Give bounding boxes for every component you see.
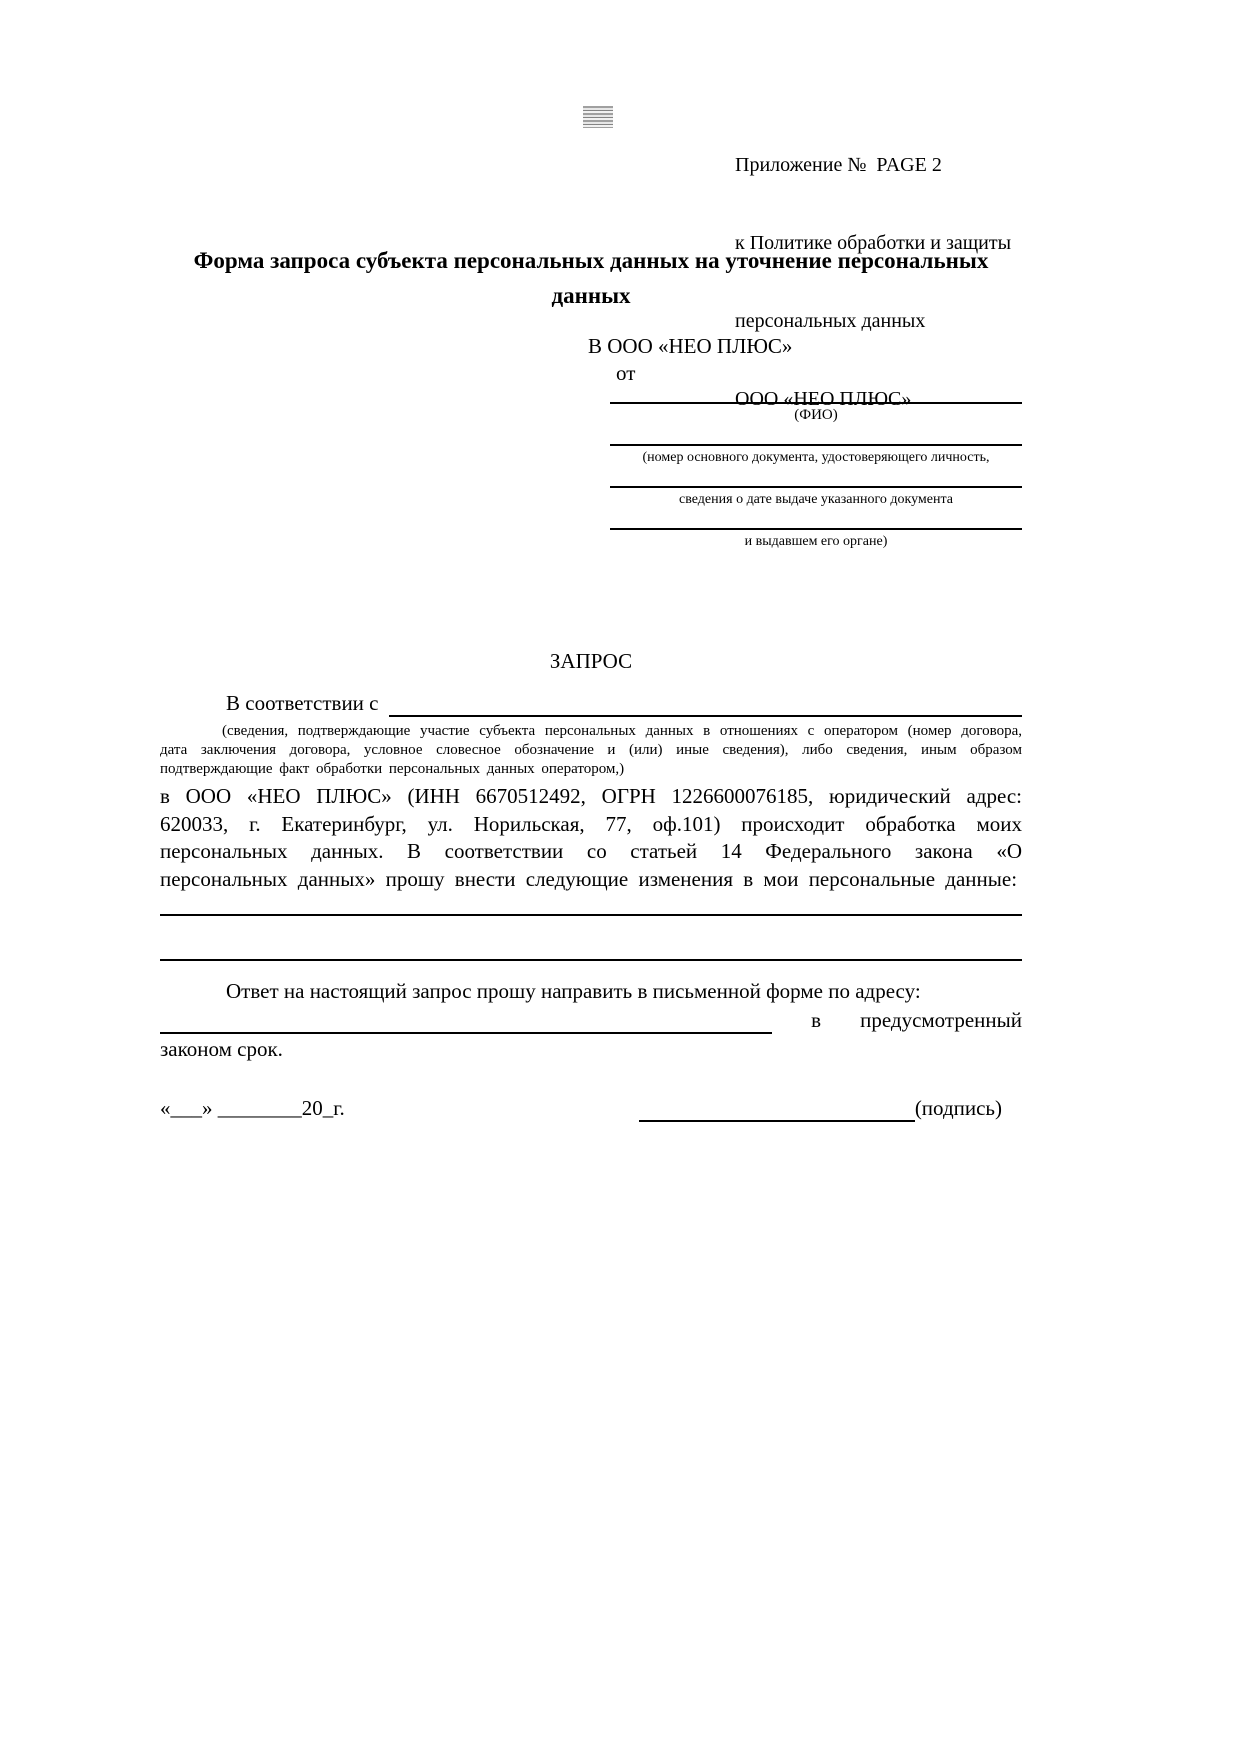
- addressee-fields: [610, 388, 1022, 550]
- request-body: в ООО «НЕО ПЛЮС» (ИНН 6670512492, ОГРН 1226600076185, юридический адрес: 620033, г. Екатеринбург, ул. Норильская, 77, оф.101) происходит обработка моих персональных данных. В соответствии со статьей 14 Федерального закона «О персональных данных» прошу внести следующие изменения в мои персональные данные:: [160, 784, 1022, 891]
- document-number-field-line[interactable]: [610, 430, 1022, 446]
- issue-date-field: [610, 472, 1022, 508]
- document-number-field: [610, 430, 1022, 466]
- request-heading: ЗАПРОС: [549, 649, 633, 673]
- basis-footnote: (сведения, подтверждающие участие субъекта персональных данных в отношениях с оператором (номер договора, дата заключения договора, условное словесное обозначение и (или) иные сведения), либо сведения, иным образом подтверждающие факт обработки персональных данных оператором,): [160, 723, 1022, 777]
- request-section: [160, 648, 1022, 1122]
- signature-caption: (подпись): [914, 1096, 1002, 1120]
- basis-fill-line[interactable]: [389, 697, 1023, 717]
- field-code-stripes-icon: [583, 106, 613, 128]
- appendix-header-line: ООО «НЕО ПЛЮС»: [735, 388, 912, 410]
- appendix-header-line: Приложение № PAGE 2: [735, 154, 942, 176]
- document-number-field-caption: (номер основного документа, удостоверяющего личность,: [642, 450, 990, 465]
- issuing-authority-field: [610, 514, 1022, 550]
- fio-field-caption: (ФИО): [794, 407, 838, 423]
- signature-line[interactable]: [639, 1102, 915, 1122]
- reply-line: Ответ на настоящий запрос прошу направить в письменной форме по адресу:: [226, 979, 921, 1003]
- from-label: от: [616, 361, 636, 385]
- address-fill-line[interactable]: [160, 1014, 772, 1034]
- issue-date-field-line[interactable]: [610, 472, 1022, 488]
- appendix-header-line: к Политике обработки и защиты: [735, 232, 1012, 254]
- basis-prefix: В соответствии с: [226, 691, 379, 715]
- date-field[interactable]: «___» ________20_г.: [160, 1096, 345, 1120]
- issue-date-field-caption: сведения о дате выдаче указанного документа: [679, 492, 953, 507]
- appendix-header-line: персональных данных: [735, 310, 926, 332]
- basis-row: [160, 690, 1022, 717]
- signature-row: [160, 1095, 1022, 1122]
- reply-word-predusmotrenny: предусмотренный: [860, 1008, 1022, 1032]
- issuing-authority-field-line[interactable]: [610, 514, 1022, 530]
- addressee-block: [588, 333, 1022, 556]
- reply-word-v: в: [811, 1008, 822, 1032]
- form-title: Форма запроса субъекта персональных данных на уточнение персональных данных: [193, 248, 989, 308]
- signature-group: [639, 1095, 1002, 1122]
- reply-line-end: законом срок.: [160, 1037, 283, 1061]
- issuing-authority-field-caption: и выдавшем его органе): [744, 534, 888, 549]
- fio-field: [610, 388, 1022, 424]
- addressee-org: В ООО «НЕО ПЛЮС»: [588, 334, 793, 358]
- changes-line-1[interactable]: [160, 914, 1022, 916]
- address-row: [160, 1007, 1022, 1034]
- fio-field-line[interactable]: [610, 388, 1022, 404]
- changes-line-2[interactable]: [160, 959, 1022, 961]
